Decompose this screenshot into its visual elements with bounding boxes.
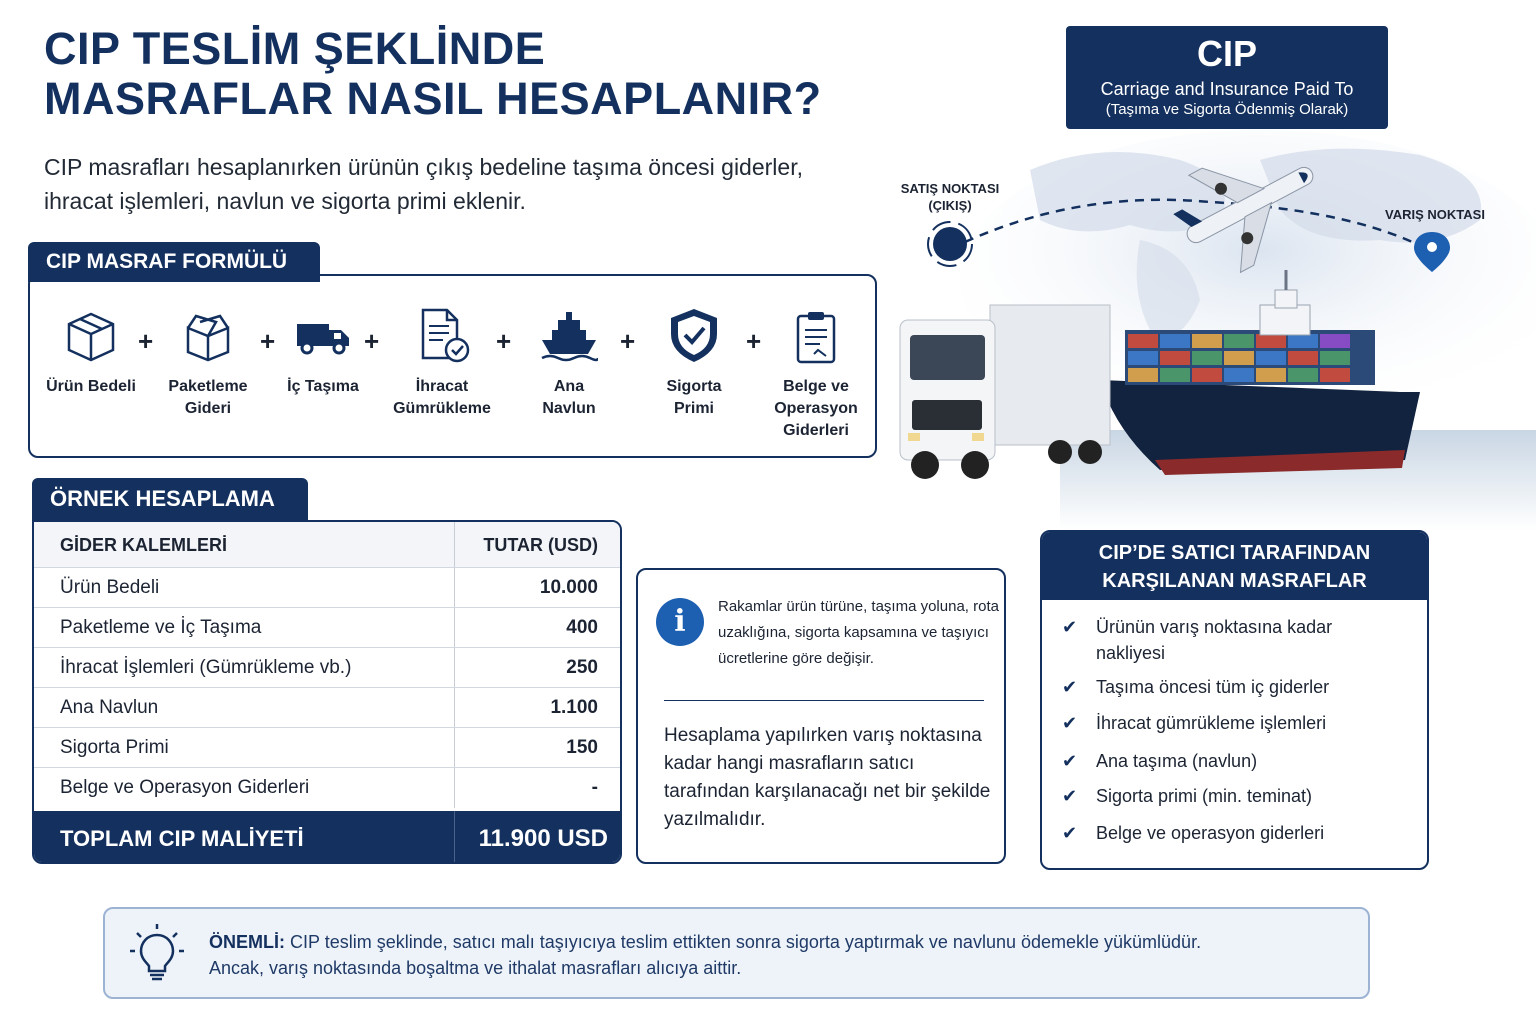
row-amount: 150 — [566, 737, 598, 758]
info-note: Rakamlar ürün türüne, taşıma yoluna, rota uzaklığına, sigorta kapsamına ve taşıyıcı ücretlerine göre değişir. — [718, 598, 999, 667]
box-icon — [63, 308, 119, 364]
seller-costs-title — [1042, 532, 1427, 600]
ship-icon — [540, 308, 598, 364]
list-item-text: Ana taşıma (navlun) — [1096, 751, 1258, 771]
document-check-icon — [413, 306, 471, 364]
transport-illustration — [880, 130, 1536, 530]
important-note — [103, 907, 1370, 999]
row-item: Sigorta Primi — [60, 737, 169, 758]
important-line-1: CIP teslim şeklinde, satıcı malı taşıyıcıya teslim ettikten sonra sigorta yaptırmak ve navlunu ödemekle yükümlüdür. — [290, 932, 1202, 952]
cip-code: CIP — [1196, 33, 1257, 74]
intro-text: CIP masrafları hesaplanırken ürünün çıkış bedeline taşıma öncesi giderler, ihracat işlemleri, navlun ve sigorta primi eklenir. — [44, 154, 803, 214]
origin-label-line-2: (ÇIKIŞ) — [928, 198, 972, 213]
row-item: Ana Navlun — [60, 697, 159, 718]
truck-icon — [295, 308, 351, 364]
origin-marker-icon — [933, 227, 967, 261]
origin-label-line-1: SATIŞ NOKTASI — [900, 181, 1000, 196]
formula-item-label: Primi — [673, 400, 714, 417]
info-icon: i — [656, 598, 704, 646]
formula-item-main-freight — [524, 308, 614, 420]
list-item-text: İhracat gümrükleme işlemleri — [1096, 713, 1327, 733]
title-line-2: MASRAFLAR NASIL HESAPLANIR? — [44, 73, 822, 124]
shield-check-icon — [665, 306, 723, 364]
table-row — [34, 648, 620, 688]
formula-item-export-customs — [382, 306, 502, 420]
row-item: İhracat İşlemleri (Gümrükleme vb.) — [60, 657, 352, 678]
important-label: ÖNEMLİ: — [209, 932, 285, 952]
table-row — [34, 568, 620, 608]
row-amount: 1.100 — [550, 697, 598, 718]
seller-title-line-2: KARŞILANAN MASRAFLAR — [1102, 570, 1367, 592]
checkmark-icon: ✔ — [1062, 713, 1078, 733]
formula-item-product-value — [36, 308, 146, 398]
plus-operator: + — [260, 326, 276, 356]
important-text — [209, 929, 1349, 981]
plus-operator: + — [364, 326, 380, 356]
info-advice: Hesaplama yapılırken varış noktasına kadar hangi masrafların satıcı tarafından karşılanacağı net bir şekilde yazılmalıdır. — [664, 725, 991, 830]
cip-badge — [1066, 26, 1388, 129]
list-item-text: Ürünün varış noktasına kadar nakliyesi — [1096, 617, 1333, 663]
formula-item-label: Ana — [553, 378, 585, 395]
total-value: 11.900 USD — [478, 825, 608, 852]
table-header-row — [34, 522, 620, 568]
table-row — [34, 688, 620, 728]
formula-item-label: Belge ve — [783, 378, 849, 395]
checkmark-icon: ✔ — [1062, 786, 1078, 806]
info-panel — [636, 568, 1006, 864]
example-table — [32, 520, 622, 864]
formula-item-label: Ürün Bedeli — [46, 378, 136, 395]
table-row — [34, 768, 620, 808]
formula-item-label: Paketleme — [168, 378, 248, 395]
seller-costs-panel — [1040, 530, 1429, 870]
formula-item-label: İç Taşıma — [287, 378, 359, 395]
formula-item-insurance — [646, 306, 742, 420]
checkmark-icon: ✔ — [1062, 751, 1078, 771]
formula-panel — [28, 274, 877, 458]
row-amount: 10.000 — [539, 577, 598, 598]
formula-item-label: Giderleri — [783, 422, 849, 439]
checkmark-icon: ✔ — [1062, 677, 1078, 697]
row-amount: - — [591, 777, 598, 798]
formula-item-label: Operasyon — [774, 400, 858, 417]
open-box-icon — [180, 308, 236, 364]
formula-item-label: Navlun — [542, 400, 596, 417]
destination-label: VARIŞ NOKTASI — [1385, 207, 1485, 222]
list-item-text: Sigorta primi (min. teminat) — [1096, 786, 1313, 806]
table-row — [34, 728, 620, 768]
list-item-text: Belge ve operasyon giderleri — [1096, 823, 1325, 843]
plus-operator: + — [620, 326, 636, 356]
column-header-amount: TUTAR (USD) — [483, 535, 598, 555]
checkmark-icon: ✔ — [1062, 617, 1078, 637]
lightbulb-icon — [129, 923, 185, 985]
page-title — [44, 24, 824, 124]
origin-label — [880, 180, 1020, 214]
truck-icon — [900, 305, 1110, 479]
total-label: TOPLAM CIP MALİYETİ — [60, 826, 304, 851]
row-amount: 400 — [566, 617, 598, 638]
cip-translation: (Taşıma ve Sigorta Ödenmiş Olarak) — [1105, 101, 1349, 118]
cip-name: Carriage and Insurance Paid To — [1100, 79, 1354, 99]
row-item: Belge ve Operasyon Giderleri — [60, 777, 310, 798]
table-row — [34, 608, 620, 648]
formula-item-label: Sigorta — [666, 378, 722, 395]
plus-operator: + — [496, 326, 512, 356]
row-item: Ürün Bedeli — [60, 577, 160, 598]
clipboard-icon — [788, 308, 844, 364]
plus-operator: + — [138, 326, 154, 356]
title-line-1: CIP TESLİM ŞEKLİNDE — [44, 23, 546, 74]
column-header-items: GİDER KALEMLERİ — [60, 535, 228, 555]
total-row — [34, 811, 622, 864]
checkmark-icon: ✔ — [1062, 823, 1078, 843]
important-line-2: Ancak, varış noktasında boşaltma ve ithalat masrafları alıcıya aittir. — [209, 958, 742, 978]
list-item-text: Taşıma öncesi tüm iç giderler — [1096, 677, 1330, 697]
row-amount: 250 — [566, 657, 598, 678]
formula-item-documents — [764, 308, 868, 442]
formula-item-inland-transport — [278, 308, 368, 398]
seller-title-line-1: CIP’DE SATICI TARAFINDAN — [1098, 542, 1371, 564]
example-title: ÖRNEK HESAPLAMA — [32, 478, 308, 520]
row-item: Paketleme ve İç Taşıma — [60, 617, 262, 638]
formula-item-packaging — [158, 308, 258, 420]
formula-item-label: Gümrükleme — [393, 400, 491, 417]
plus-operator: + — [746, 326, 762, 356]
formula-item-label: İhracat — [415, 378, 469, 395]
formula-title: CIP MASRAF FORMÜLÜ — [28, 242, 320, 282]
divider — [664, 700, 984, 701]
formula-item-label: Gideri — [184, 400, 232, 417]
